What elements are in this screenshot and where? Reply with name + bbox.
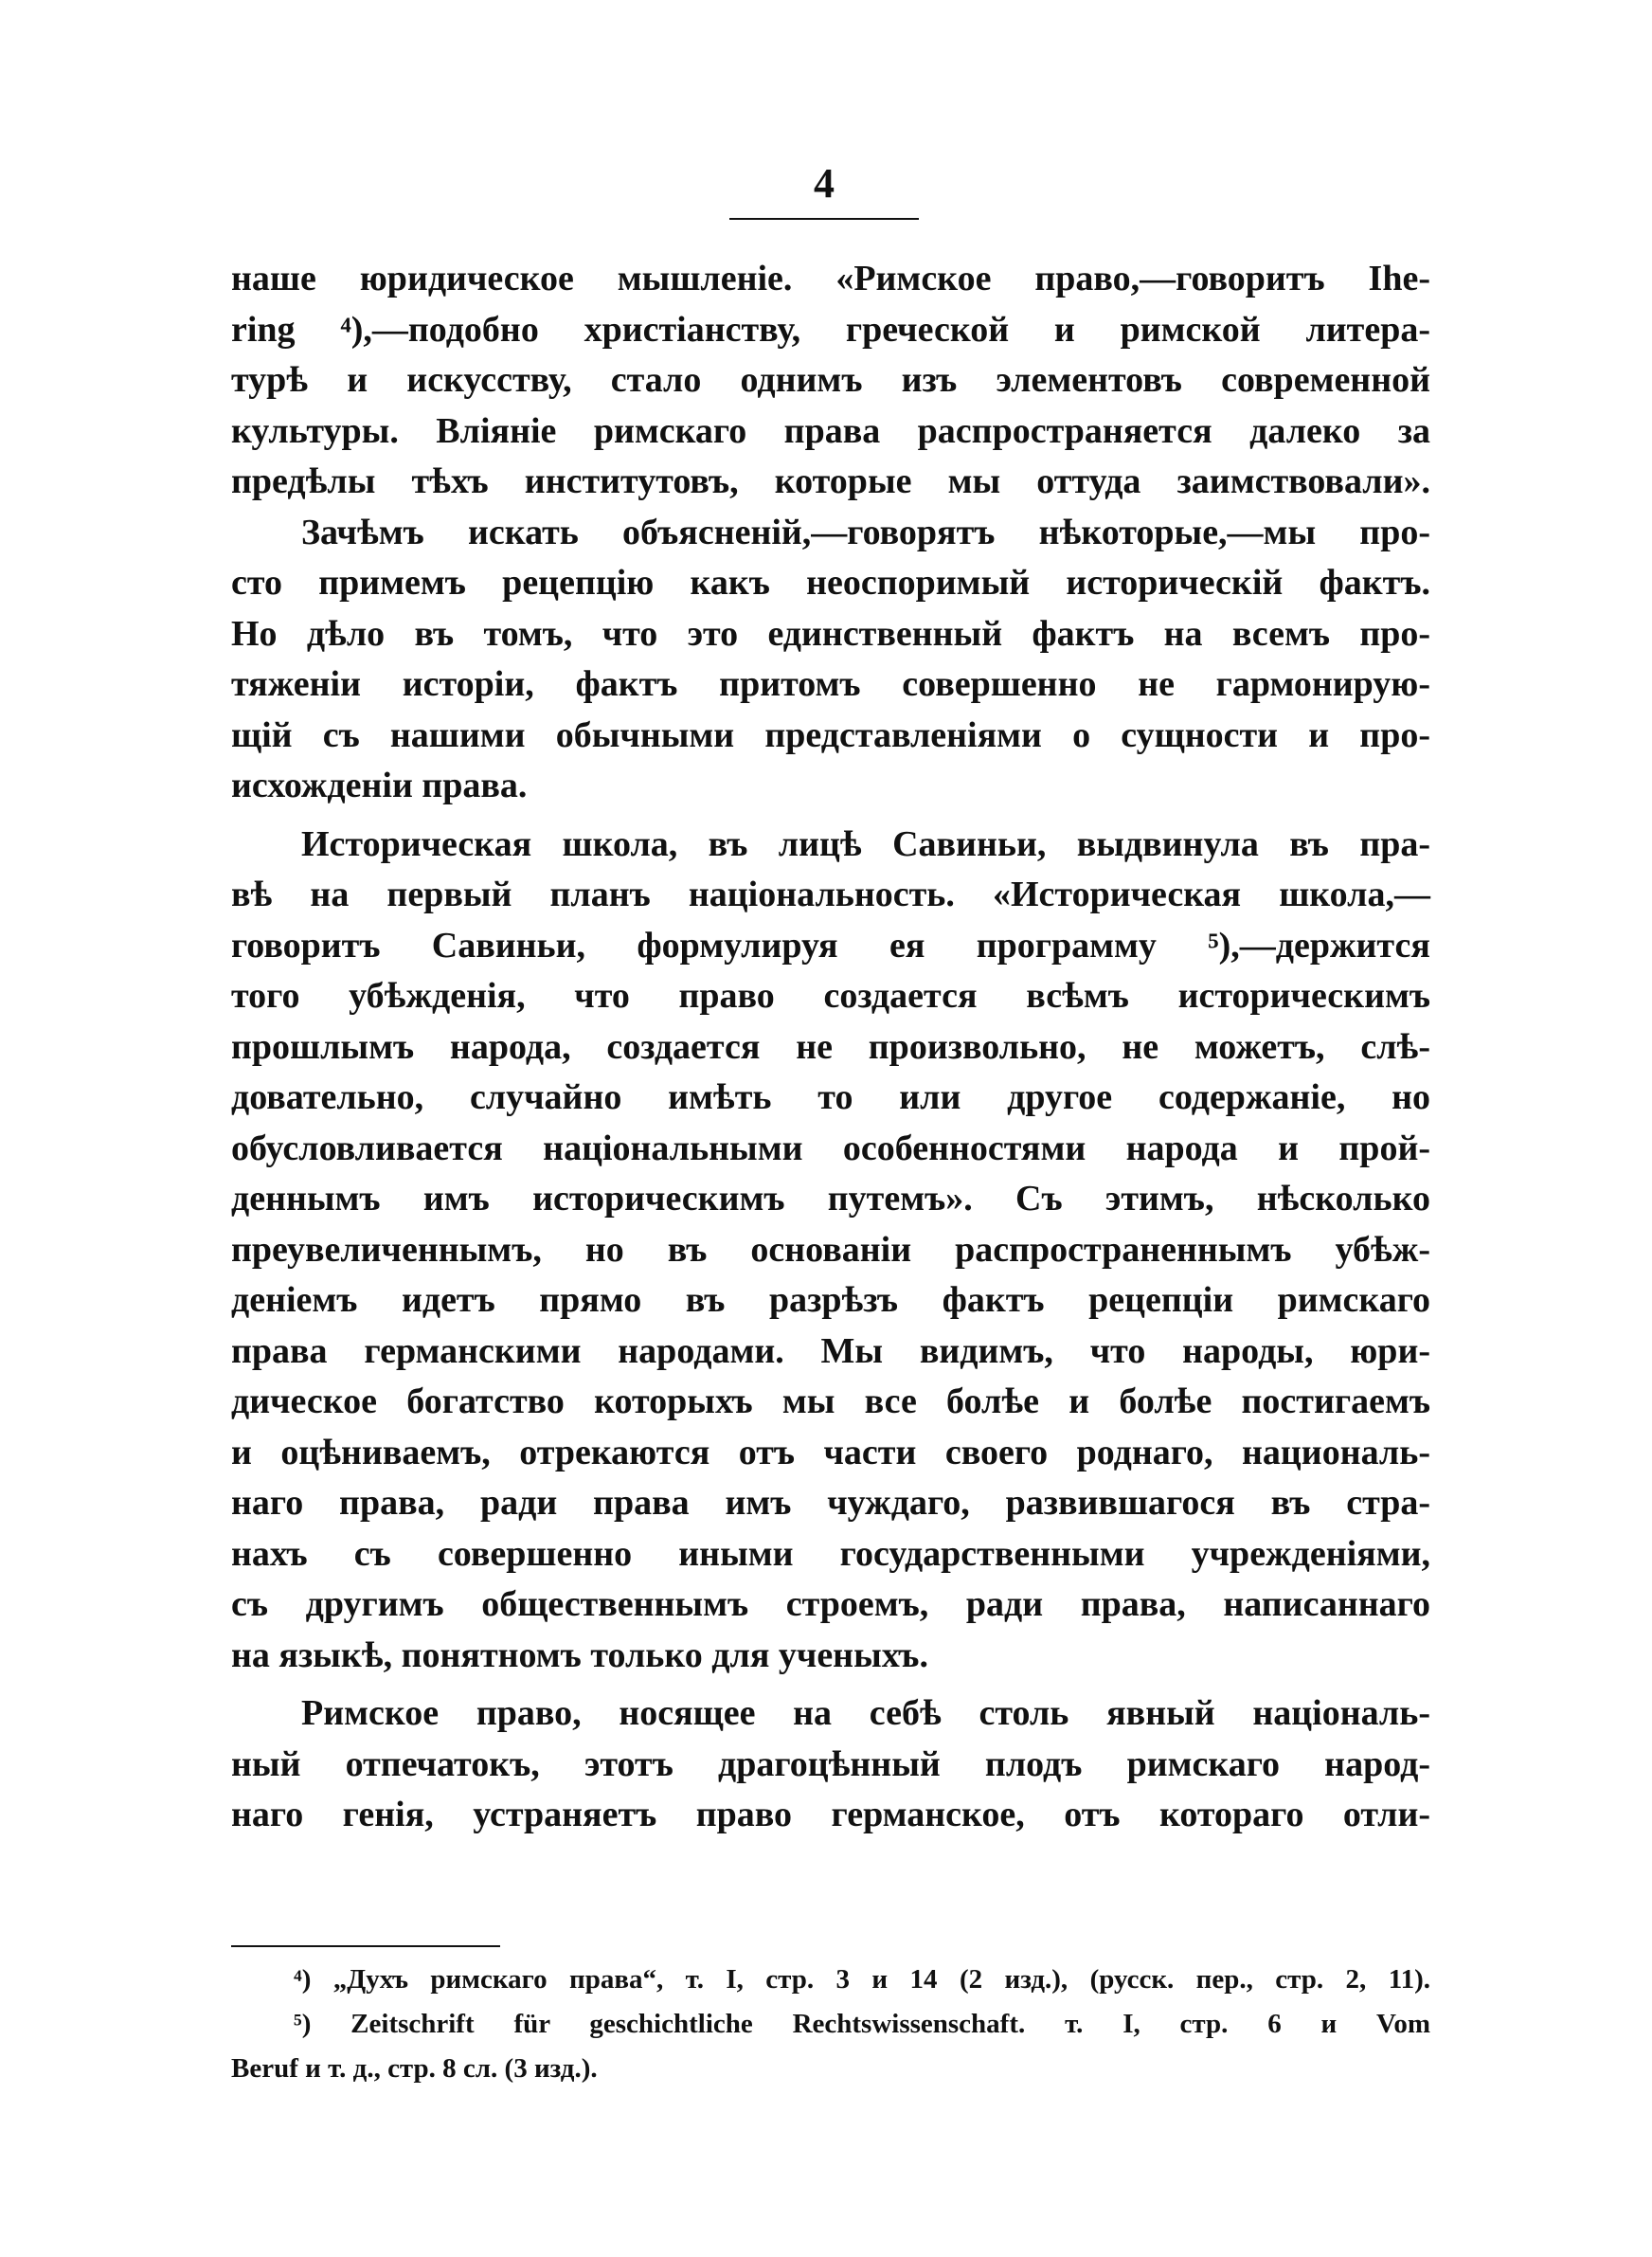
text-line: щій съ нашими обычными представленіями о сущности и про-	[231, 714, 1430, 755]
text-line: исхожденіи права.	[231, 766, 528, 805]
text-line: культуры. Вліяніе римскаго права распространяется далеко за	[231, 410, 1430, 451]
text-line: Историческая школа, въ лицѣ Савиньи, выдвинула въ пра-	[301, 823, 1430, 864]
footnote-4: ⁴) „Духъ римскаго права“, т. I, стр. 3 и 14 (2 изд.), (русск. пер., стр. 2, 11).	[294, 1964, 1430, 1995]
text-line: права германскими народами. Мы видимъ, что народы, юри-	[231, 1330, 1430, 1371]
text-line: дическое богатство которыхъ мы все болѣе и болѣе постигаемъ	[231, 1381, 1430, 1421]
text-line: предѣлы тѣхъ институтовъ, которые мы оттуда заимствовали».	[231, 461, 1430, 501]
text-line: прошлымъ народа, создается не произвольно, не можетъ, слѣ-	[231, 1026, 1430, 1067]
text-line: Но дѣло въ томъ, что это единственный фактъ на всемъ про-	[231, 613, 1430, 654]
text-line: того убѣжденія, что право создается всѣмъ историческимъ	[231, 976, 1430, 1016]
paragraph-1	[231, 254, 1430, 508]
body-text	[231, 254, 1430, 1841]
text-line: Зачѣмъ искать объясненій,—говорятъ нѣкоторые,—мы про-	[301, 512, 1430, 552]
footnotes	[231, 1958, 1430, 2091]
paragraph-4	[231, 1688, 1430, 1841]
text-line: на языкѣ, понятномъ только для ученыхъ.	[231, 1634, 928, 1675]
text-line: говоритъ Савиньи, формулируя ея программу ⁵),—держится	[231, 925, 1430, 966]
paragraph-3	[231, 820, 1430, 1682]
text-line: деннымъ имъ историческимъ путемъ». Съ этимъ, нѣсколько	[231, 1179, 1430, 1219]
page-number-rule	[729, 218, 919, 220]
text-line: наго права, ради права имъ чуждаго, развившагося въ стра-	[231, 1483, 1430, 1523]
text-line: сто примемъ рецепцію какъ неоспоримый историческій фактъ.	[231, 563, 1430, 603]
text-line: Римское право, носящее на себѣ столь явный національ-	[301, 1693, 1430, 1733]
footnote-rule	[231, 1945, 500, 1947]
text-line: наго генія, устраняетъ право германское, отъ котораго отли-	[231, 1795, 1430, 1834]
text-line: и оцѣниваемъ, отрекаются отъ части своего роднаго, националь-	[231, 1432, 1430, 1472]
text-line: турѣ и искусству, стало однимъ изъ элементовъ современной	[231, 360, 1430, 400]
page-number: 4	[814, 160, 835, 207]
text-line: ный отпечатокъ, этотъ драгоцѣнный плодъ римскаго народ-	[231, 1743, 1430, 1784]
text-line: деніемъ идетъ прямо въ разрѣзъ фактъ рецепціи римскаго	[231, 1280, 1430, 1320]
text-line: вѣ на первый планъ національность. «Историческая школа,—	[231, 875, 1430, 914]
footnote-5: ⁵) Zeitschrift für geschichtliche Rechtswissenschaft. т. I, стр. 6 и Vom	[294, 2009, 1430, 2039]
paragraph-2	[231, 508, 1430, 812]
text-line: тяженіи исторіи, фактъ притомъ совершенно не гармонирую-	[231, 664, 1430, 704]
text-line: довательно, случайно имѣть то или другое содержаніе, но	[231, 1077, 1430, 1117]
text-line: обусловливается національными особенностями народа и прой-	[231, 1128, 1430, 1168]
text-line: съ другимъ общественнымъ строемъ, ради права, написаннаго	[231, 1584, 1430, 1624]
text-line: нахъ съ совершенно иными государственными учрежденіями,	[231, 1533, 1430, 1574]
text-line: ring ⁴),—подобно христіанству, греческой и римской литера-	[231, 309, 1430, 350]
footnote-5-continued: Beruf и т. д., стр. 8 сл. (3 изд.).	[231, 2053, 598, 2084]
text-line: преувеличеннымъ, но въ основаніи распространеннымъ убѣж-	[231, 1229, 1430, 1270]
text-line: наше юридическое мышленіе. «Римское право,—говоритъ Ihe-	[231, 259, 1430, 298]
